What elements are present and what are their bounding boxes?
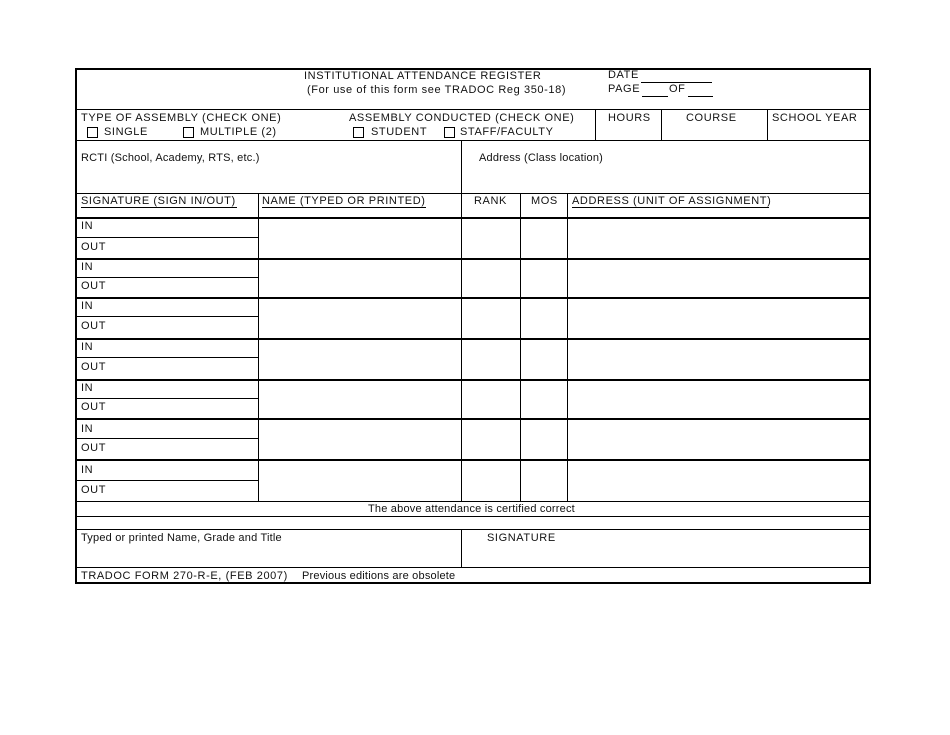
- header-underline: [262, 207, 426, 208]
- sign-in-field[interactable]: [100, 220, 258, 237]
- out-label: OUT: [81, 241, 107, 253]
- sign-in-field[interactable]: [100, 300, 258, 317]
- unit-address-field[interactable]: [571, 384, 870, 417]
- in-label: IN: [81, 464, 94, 476]
- divider: [75, 501, 871, 502]
- hours-label: HOURS: [608, 112, 651, 124]
- divider: [461, 193, 462, 502]
- sign-out-field[interactable]: [106, 483, 258, 500]
- mos-field[interactable]: [524, 343, 568, 378]
- page-label: PAGE: [608, 83, 641, 95]
- sign-out-field[interactable]: [106, 240, 258, 257]
- mos-field[interactable]: [524, 302, 568, 337]
- rank-field[interactable]: [465, 464, 521, 500]
- sign-out-field[interactable]: [106, 319, 258, 336]
- sign-out-field[interactable]: [106, 441, 258, 458]
- sign-in-field[interactable]: [100, 463, 258, 480]
- mos-field[interactable]: [524, 423, 568, 458]
- rank-field[interactable]: [465, 222, 521, 256]
- obsolete-note: Previous editions are obsolete: [302, 570, 456, 582]
- unit-address-field[interactable]: [571, 343, 870, 378]
- mos-field[interactable]: [524, 464, 568, 500]
- rank-column-header: RANK: [474, 195, 507, 207]
- sign-in-field[interactable]: [100, 422, 258, 439]
- sign-out-field[interactable]: [106, 401, 258, 418]
- mos-column-header: MOS: [531, 195, 558, 207]
- header-underline: [81, 207, 237, 208]
- sign-in-field[interactable]: [100, 382, 258, 399]
- course-field[interactable]: [664, 125, 768, 141]
- divider: [75, 237, 259, 238]
- student-label: STUDENT: [371, 126, 428, 138]
- out-label: OUT: [81, 484, 107, 496]
- unit-address-field[interactable]: [571, 302, 870, 337]
- form-title: INSTITUTIONAL ATTENDANCE REGISTER: [304, 70, 542, 82]
- divider: [75, 338, 871, 340]
- divider: [258, 193, 259, 502]
- signature-column-header: SIGNATURE (SIGN IN/OUT): [81, 195, 236, 207]
- divider: [461, 529, 462, 568]
- hours-field[interactable]: [598, 125, 662, 141]
- rank-field[interactable]: [465, 384, 521, 417]
- single-label: SINGLE: [104, 126, 148, 138]
- rcti-label: RCTI (School, Academy, RTS, etc.): [81, 152, 260, 164]
- name-field[interactable]: [262, 343, 461, 378]
- divider: [75, 258, 871, 260]
- date-label: DATE: [608, 69, 639, 81]
- sign-in-field[interactable]: [100, 261, 258, 278]
- out-label: OUT: [81, 280, 107, 292]
- divider: [75, 109, 871, 110]
- rank-field[interactable]: [465, 343, 521, 378]
- form-identifier: TRADOC FORM 270-R-E, (FEB 2007): [81, 570, 288, 582]
- rcti-field[interactable]: [80, 168, 460, 192]
- sign-out-field[interactable]: [106, 280, 258, 297]
- staff-faculty-label: STAFF/FACULTY: [460, 126, 554, 138]
- divider: [461, 140, 462, 194]
- page-total-field[interactable]: [688, 82, 717, 98]
- in-label: IN: [81, 423, 94, 435]
- name-field[interactable]: [262, 222, 461, 256]
- name-field[interactable]: [262, 384, 461, 417]
- class-address-field[interactable]: [466, 168, 870, 192]
- name-field[interactable]: [262, 423, 461, 458]
- course-label: COURSE: [686, 112, 737, 124]
- mos-field[interactable]: [524, 222, 568, 256]
- divider: [75, 297, 871, 299]
- divider: [595, 109, 596, 141]
- out-label: OUT: [81, 361, 107, 373]
- name-field[interactable]: [262, 263, 461, 296]
- in-label: IN: [81, 300, 94, 312]
- certification-statement: The above attendance is certified correct: [368, 503, 575, 515]
- sign-out-field[interactable]: [106, 360, 258, 377]
- certifier-signature-label: SIGNATURE: [487, 532, 556, 544]
- assembly-type-label: TYPE OF ASSEMBLY (CHECK ONE): [81, 112, 282, 124]
- certifier-name-field[interactable]: [80, 546, 460, 566]
- form-subtitle: (For use of this form see TRADOC Reg 350-18): [307, 84, 567, 96]
- divider: [75, 567, 871, 568]
- school-year-label: SCHOOL YEAR: [772, 112, 858, 124]
- divider: [75, 379, 871, 381]
- assembly-conducted-label: ASSEMBLY CONDUCTED (CHECK ONE): [349, 112, 575, 124]
- unit-address-field[interactable]: [571, 263, 870, 296]
- certifier-signature-field[interactable]: [466, 546, 870, 566]
- multiple-label: MULTIPLE (2): [200, 126, 277, 138]
- divider: [75, 193, 871, 194]
- name-field[interactable]: [262, 302, 461, 337]
- school-year-field[interactable]: [770, 125, 870, 141]
- staff-faculty-checkbox[interactable]: [444, 127, 455, 138]
- unit-address-field[interactable]: [571, 222, 870, 256]
- of-label: OF: [669, 83, 686, 95]
- name-field[interactable]: [262, 464, 461, 500]
- in-label: IN: [81, 382, 94, 394]
- name-column-header: NAME (TYPED OR PRINTED): [262, 195, 426, 207]
- header-underline: [572, 207, 769, 208]
- out-label: OUT: [81, 401, 107, 413]
- rank-field[interactable]: [465, 302, 521, 337]
- divider: [75, 217, 871, 219]
- divider: [75, 516, 871, 517]
- page-number-field[interactable]: [642, 82, 672, 98]
- in-label: IN: [81, 220, 94, 232]
- rank-field[interactable]: [465, 423, 521, 458]
- sign-in-field[interactable]: [100, 341, 258, 358]
- divider: [75, 529, 871, 530]
- out-label: OUT: [81, 442, 107, 454]
- class-address-label: Address (Class location): [479, 152, 604, 164]
- unit-address-field[interactable]: [571, 423, 870, 458]
- rank-field[interactable]: [465, 263, 521, 296]
- in-label: IN: [81, 261, 94, 273]
- student-checkbox[interactable]: [353, 127, 364, 138]
- multiple-checkbox[interactable]: [183, 127, 194, 138]
- divider: [75, 459, 871, 461]
- mos-field[interactable]: [524, 263, 568, 296]
- single-checkbox[interactable]: [87, 127, 98, 138]
- divider: [75, 418, 871, 420]
- certifier-name-label: Typed or printed Name, Grade and Title: [81, 532, 282, 544]
- divider: [75, 480, 259, 481]
- out-label: OUT: [81, 320, 107, 332]
- address-column-header: ADDRESS (UNIT OF ASSIGNMENT): [572, 195, 772, 207]
- form-border-left: [75, 68, 77, 584]
- in-label: IN: [81, 341, 94, 353]
- unit-address-field[interactable]: [571, 464, 870, 500]
- mos-field[interactable]: [524, 384, 568, 417]
